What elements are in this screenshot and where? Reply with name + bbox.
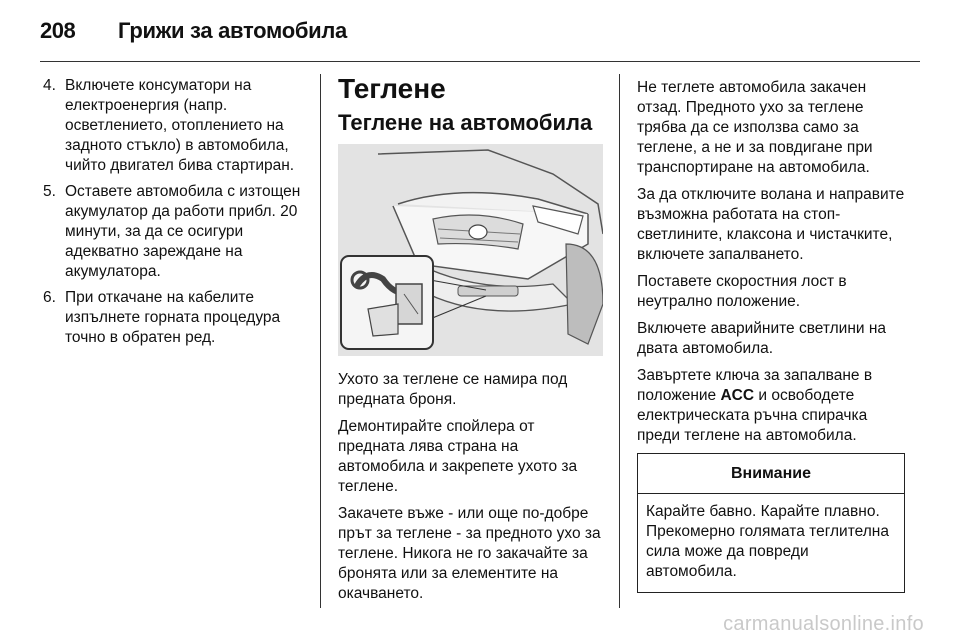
- step-text: Оставете автомобила с изтощен акумулатор да работи прибл. 20 минути, за да се осигури адекватно зареждане на акумулатора.: [65, 183, 301, 280]
- car-front-drawing: [338, 144, 603, 356]
- list-item: [43, 288, 311, 348]
- list-item: [43, 182, 311, 282]
- text-run: Завъртете ключа за запалване в положение: [637, 367, 873, 404]
- page-header: [0, 0, 960, 62]
- paragraph: Включете аварийните светлини на двата автомобила.: [637, 320, 887, 357]
- step-number: 6.: [43, 289, 56, 306]
- paragraph: Поставете скоростния лост в неутрално положение.: [637, 273, 847, 310]
- paragraph-ignition: [637, 366, 905, 446]
- section-title: Грижи за автомобила: [118, 18, 347, 43]
- watermark: carmanualsonline.info: [723, 613, 924, 635]
- step-text: Включете консуматори на електроенергия (напр. осветлението, отоплението на задното стъкло) в автомобила, чийто двигател бива стартиран.: [65, 77, 295, 174]
- column-divider-2: [619, 74, 620, 608]
- column-left: [43, 76, 311, 354]
- subheading-towing-vehicle: Теглене на автомобила: [338, 110, 593, 135]
- column-right: [637, 78, 905, 593]
- paragraph: Не теглете автомобила закачен отзад. Предното ухо за теглене трябва да се използва само за теглене, а не и за повдигане при транспортиране на автомобила.: [637, 79, 873, 176]
- header-divider: [40, 61, 920, 62]
- paragraph: Демонтирайте спойлера от предната лява страна на автомобила и закрепете ухото за теглене.: [338, 418, 578, 495]
- heading-towing: Теглене: [338, 73, 446, 104]
- steps-list: [43, 76, 311, 348]
- caution-box: [637, 453, 905, 593]
- caution-text: Карайте бавно. Карайте плавно. Прекомерно голямата теглителна сила може да повреди автомобила.: [646, 503, 889, 580]
- paragraph: Ухото за теглене се намира под предната броня.: [338, 371, 568, 408]
- step-text: При откачане на кабелите изпълнете горната процедура точно в обратен ред.: [65, 289, 281, 346]
- step-number: 4.: [43, 77, 56, 94]
- paragraph: Закачете въже - или още по-добре прът за теглене - за предното ухо за теглене. Никога не го закачайте за бронята или за елементите на окачването.: [338, 505, 601, 602]
- acc-keyword: ACC: [720, 387, 755, 404]
- step-number: 5.: [43, 183, 56, 200]
- caution-title: Внимание: [638, 454, 904, 494]
- column-divider-1: [320, 74, 321, 608]
- column-middle: [338, 74, 604, 611]
- towing-eye-illustration: [338, 144, 603, 356]
- paragraph: За да отключите волана и направите възможна работата на стоп-светлините, клаксона и чистачките, включете запалването.: [637, 186, 905, 263]
- text-run: и освободете електрическата ръчна спирачка преди теглене на автомобила.: [637, 387, 868, 444]
- list-item: [43, 76, 311, 176]
- page-number: 208: [40, 18, 76, 43]
